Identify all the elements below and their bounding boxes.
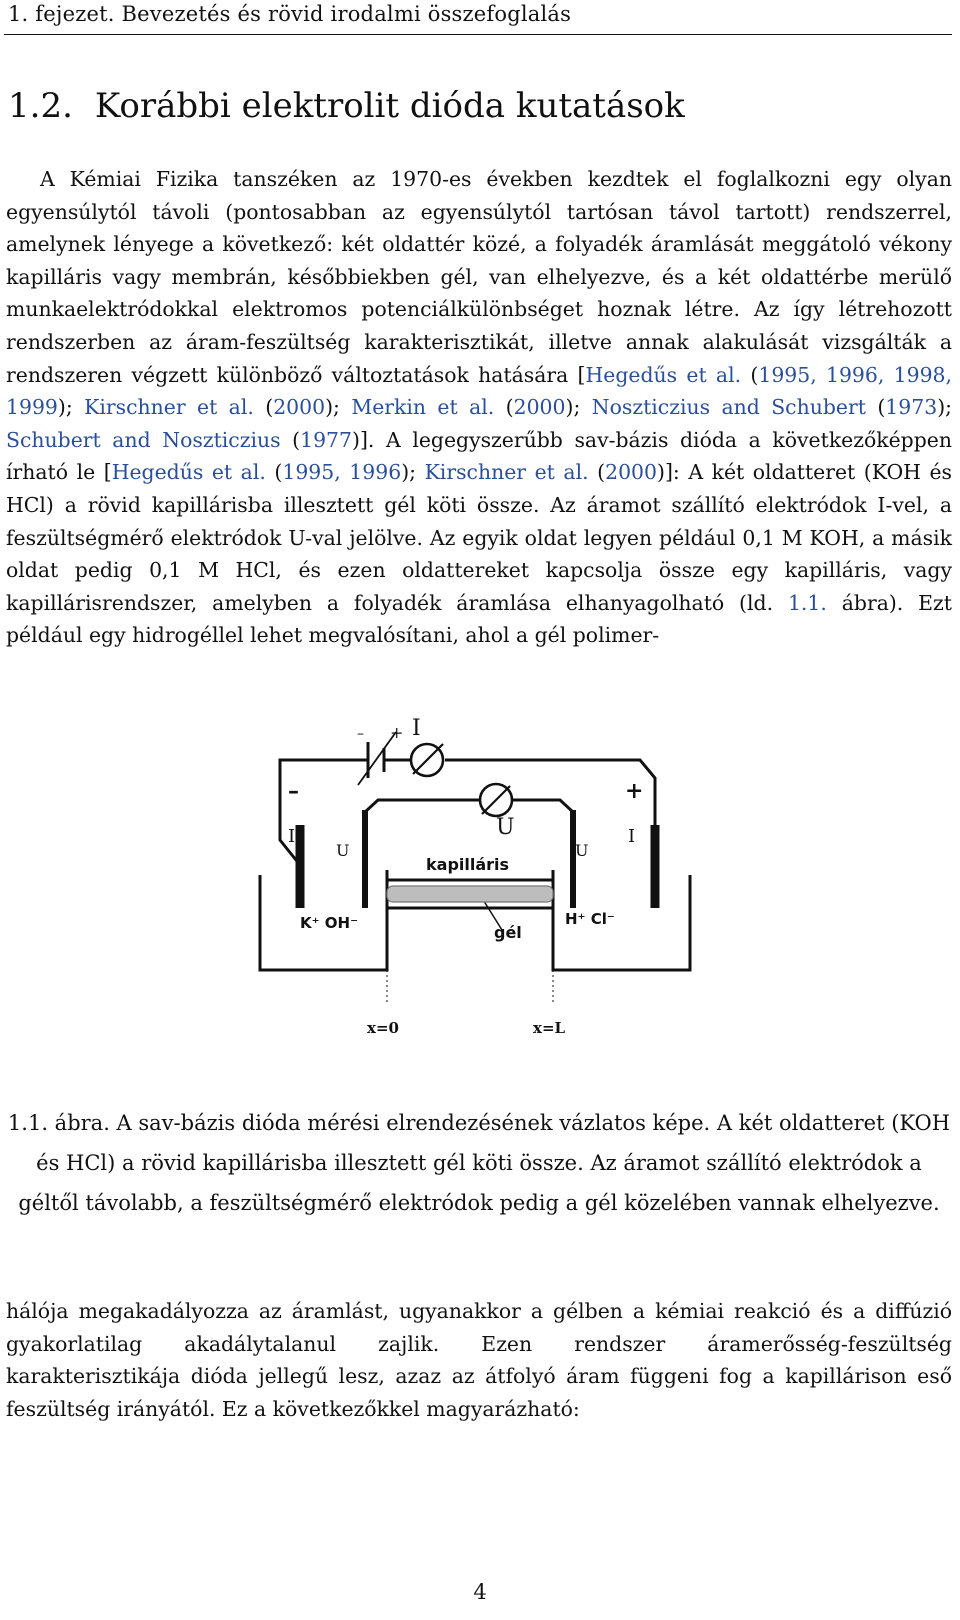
left-minus-label: – bbox=[288, 778, 299, 804]
xL-label: x=L bbox=[533, 1019, 566, 1037]
citation-link[interactable]: 1995, 1996, 1998, 1999 bbox=[6, 362, 953, 420]
left-ions-label: K⁺ OH⁻ bbox=[300, 914, 358, 932]
right-plus-label: + bbox=[625, 778, 644, 804]
left-current-electrode-label: I bbox=[288, 826, 296, 847]
text-run: ); bbox=[565, 395, 592, 420]
text-run: ábra). Ezt például egy hidrogéllel lehet megvalósítani, ahol a gél polimer- bbox=[6, 590, 952, 648]
citation-link[interactable]: Hegedűs et al. bbox=[585, 362, 742, 387]
citation-link[interactable]: Kirschner et al. bbox=[84, 395, 254, 420]
text-run: ( bbox=[253, 395, 274, 420]
battery-minus-label: – bbox=[357, 726, 364, 742]
voltmeter-label: U bbox=[496, 815, 515, 840]
text-run: ); bbox=[401, 460, 425, 485]
citation-link[interactable]: 2000 bbox=[273, 395, 326, 420]
citation-link[interactable]: 2000 bbox=[513, 395, 566, 420]
battery-plus-label: + bbox=[390, 723, 404, 742]
text-run: ( bbox=[865, 395, 886, 420]
citation-link[interactable]: Merkin et al. bbox=[351, 395, 495, 420]
figure-caption: 1.1. ábra. A sav-bázis dióda mérési elrendezésének vázlatos képe. A két oldatteret (KOH és HCl) a rövid kapillárisba illesztett gél köti össze. Az áramot szállító elektródok a géltől távolabb, a feszültségmérő elektródok pedig a gél közelében vannak elhelyezve. bbox=[7, 1111, 951, 1215]
text-run: ); bbox=[937, 395, 953, 420]
citation-link[interactable]: Noszticzius and Schubert bbox=[591, 395, 866, 420]
running-header: 1. fejezet. Bevezetés és rövid irodalmi összefoglalás bbox=[8, 2, 572, 26]
voltmeter-needle bbox=[482, 786, 510, 814]
capillary-label: kapilláris bbox=[426, 855, 510, 874]
text-run: ( bbox=[265, 460, 283, 485]
right-ions-label: H⁺ Cl⁻ bbox=[565, 910, 615, 928]
page-number: 4 bbox=[473, 1580, 487, 1604]
gel-label: gél bbox=[494, 923, 522, 942]
citation-link[interactable]: 1977 bbox=[300, 427, 353, 452]
ammeter-label: I bbox=[412, 716, 421, 741]
text-run: ( bbox=[741, 362, 759, 387]
outer-wire-right bbox=[445, 760, 655, 865]
gel-rect bbox=[387, 886, 553, 902]
inner-wire-right bbox=[512, 800, 573, 880]
right-current-electrode-label: I bbox=[628, 826, 636, 847]
text-run: ( bbox=[280, 427, 301, 452]
figure-reference-link[interactable]: 1.1. bbox=[787, 590, 827, 615]
text-run: )]: A két oldatteret (KOH és HCl) a rövid kapillárisba illesztett gél köti össze. Az áramot szállító elektródok I-vel, a feszültségmérő elektródok U-val jelölve. Az egyik oldat legyen például 0,1 M KOH, a másik oldat pedig 0,1 M HCl, és ezen oldattereket kapcsolja össze egy kapilláris, vagy kapillárisrendszer, amelyben a folyadék áramlása elhanyagolható (ld. bbox=[6, 460, 953, 615]
citation-link[interactable]: Schubert and Noszticzius bbox=[6, 427, 281, 452]
section-title: Korábbi elektrolit dióda kutatások bbox=[94, 86, 685, 126]
citation-link[interactable]: 2000 bbox=[605, 460, 657, 485]
citation-link[interactable]: Hegedűs et al. bbox=[111, 460, 266, 485]
right-voltage-electrode-label: U bbox=[575, 841, 589, 860]
section-heading bbox=[8, 86, 685, 126]
paragraph-continuation: hálója megakadályozza az áramlást, ugyanakkor a gélben a kémiai reakció és a diffúzió gyakorlatilag akadálytalanul zajlik. Ezen rendszer áramerősség-feszültség karakterisztikája dióda jellegű lesz, azaz az átfolyó áram függeni fog a kapillárison eső feszültség irányától. Ez a következőkkel magyarázható: bbox=[6, 1299, 952, 1421]
left-voltage-electrode-label: U bbox=[336, 841, 350, 860]
text-run: ); bbox=[57, 395, 85, 420]
x0-label: x=0 bbox=[367, 1019, 399, 1037]
citation-link[interactable]: Kirschner et al. bbox=[424, 460, 589, 485]
text-run: ); bbox=[325, 395, 352, 420]
citation-link[interactable]: 1995, 1996 bbox=[282, 460, 402, 485]
text-run: A Kémiai Fizika tanszéken az 1970-es években kezdtek el foglalkozni egy olyan egyensúlytól távoli (pontosabban az egyensúlytól tartósan távol tartott) rendszerrel, amelynek lényege a következő: két oldattér közé, a folyadék áramlását meggátoló vékony kapilláris vagy membrán, későbbiekben gél, van elhelyezve, és a két oldattérbe merülő munkaelektródokkal elektromos potenciálkülönbséget hoznak létre. Az így létrehozott rendszerben az áram-feszültség karakterisztikát, illetve annak alakulását vizsgálták a rendszeren végzett különböző változtatások hatására [ bbox=[6, 167, 952, 387]
section-number: 1.2. bbox=[8, 86, 73, 126]
text-run: ( bbox=[588, 460, 606, 485]
paragraph-intro bbox=[6, 163, 952, 652]
text-run: )]. A legegyszerűbb sav-bázis dióda a következőképpen írható le [ bbox=[6, 427, 952, 485]
citation-link[interactable]: 1973 bbox=[885, 395, 938, 420]
header-rule bbox=[4, 34, 952, 35]
text-run: ( bbox=[494, 395, 514, 420]
diode-setup-figure bbox=[260, 716, 700, 1085]
